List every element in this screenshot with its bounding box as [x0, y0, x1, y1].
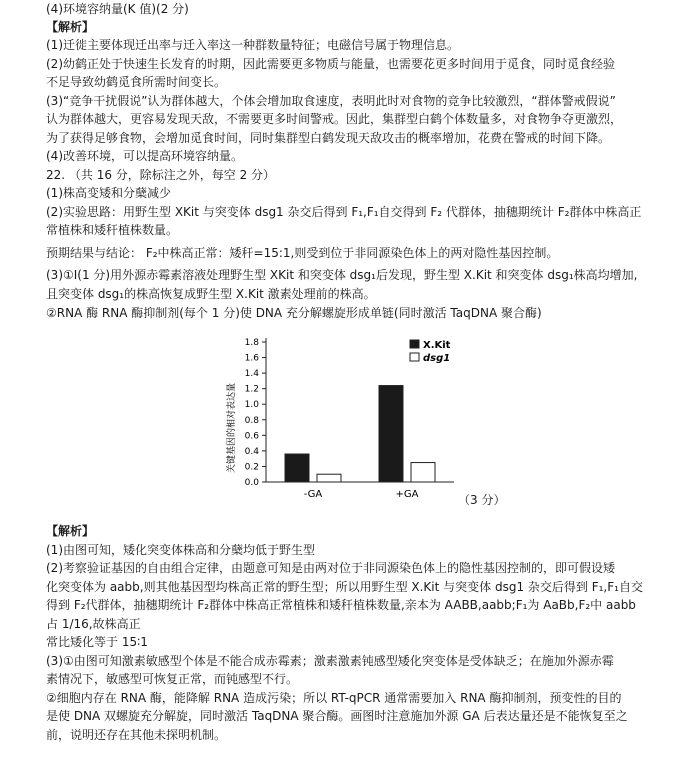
- analysis-line: 是使 DNA 双螺旋充分解旋，同时激活 TaqDNA 聚合酶。画图时注意施加外源 GA 后表达量还是不能恢复至之: [46, 709, 628, 723]
- legend-label: dsg1: [423, 353, 451, 364]
- y-tick-label: 0.6: [244, 431, 259, 442]
- analysis-line: (4)改善环境，可以提高环境容纳量。: [46, 149, 243, 163]
- legend-swatch: [410, 353, 419, 361]
- analysis-line: 认为群体越大，更容易发现天敌，不需要更多时间警戒。因此，集群型白鹤个体数量多，对食物争夺更激烈，: [46, 112, 623, 126]
- analysis-line: 化突变体为 aabb,则其他基因型均株高正常的野生型；所以用野生型 X.Kit 与突变体 dsg1 杂交后得到 F₁,F₁自交: [46, 580, 643, 594]
- bar-xkit-0: [285, 454, 309, 482]
- answer-line: ②RNA 酶 RNA 酶抑制剂(每个 1 分)使 DNA 充分解螺旋形成单链(同时激活 TaqDNA 聚合酶): [46, 306, 542, 320]
- y-tick-label: 0.4: [244, 446, 259, 457]
- y-tick-label: 1.8: [244, 338, 259, 348]
- chart-svg: [222, 332, 522, 510]
- analysis-line: 不足导致幼鹤觅食所需时间变长。: [46, 75, 227, 89]
- answer-line: 且突变体 dsg₁的株高恢复成野生型 X.Kit 激素处理前的株高。: [46, 287, 376, 301]
- y-tick-label: 0.2: [244, 462, 259, 473]
- analysis-line: ②细胞内存在 RNA 酶，能降解 RNA 造成污染；所以 RT-qPCR 通常需要加入 RNA 酶抑制剂，预变性的目的: [46, 691, 622, 705]
- question-22-title: 22. （共 16 分，除标注之外，每空 2 分）: [46, 168, 276, 182]
- x-category-label: +GA: [395, 489, 419, 500]
- analysis-line: (3)①由图可知激素敏感型个体是不能合成赤霉素；激素激素钝感型矮化突变体是受体缺乏；在施加外源赤霉: [46, 654, 614, 668]
- analysis-line: 占 1/16,故株高正: [46, 617, 141, 631]
- legend-swatch: [410, 340, 419, 348]
- answer-line: (2)实验思路：用野生型 XKit 与突变体 dsg1 杂交后得到 F₁,F₁自交得到 F₂ 代群体，抽穗期统计 F₂群体中株高正: [46, 205, 642, 219]
- bar-dsg1-0: [317, 474, 341, 482]
- y-tick-label: 1.2: [244, 384, 259, 395]
- bar-xkit-1: [379, 386, 403, 482]
- analysis-line: 为了获得足够食物，会增加觅食时间，同时集群型白鹤发现天敌攻击的概率增加，花费在警戒的时间下降。: [46, 131, 611, 145]
- expression-bar-chart: [222, 332, 522, 510]
- y-axis-label: 关键基因的相对表达量: [227, 382, 237, 474]
- y-tick-label: 1.0: [244, 400, 259, 411]
- y-tick-label: 0.0: [244, 478, 259, 488]
- y-tick-label: 0.8: [244, 415, 259, 426]
- analysis-line: 得到 F₂代群体，抽穗期统计 F₂群体中株高正常植株和矮秆植株数量,亲本为 AABB,aabb;F₁为 AaBb,F₂中 aabb: [46, 598, 636, 612]
- legend-label: X.Kit: [423, 340, 451, 351]
- analysis-line: (3)“竞争干扰假说”认为群体越大，个体会增加取食速度，表明此时对食物的竞争比较激烈，“群体警戒假说”: [46, 94, 616, 108]
- analysis-heading: 【解析】: [46, 524, 95, 538]
- analysis-line: 素情况下，敏感型可恢复正常，而钝感型不行。: [46, 672, 299, 686]
- analysis-heading: 【解析】: [46, 20, 95, 34]
- y-tick-label: 1.6: [244, 353, 259, 364]
- item-4-answer: (4)环境容纳量(K 值)(2 分): [46, 2, 189, 16]
- analysis-line: (1)由图可知，矮化突变体株高和分蘖均低于野生型: [46, 543, 315, 557]
- analysis-line: (2)幼鹤正处于快速生长发育的时期，因此需要更多物质与能量，也需要花更多时间用于觅食，同时觅食经验: [46, 57, 616, 71]
- bar-dsg1-1: [411, 463, 435, 482]
- analysis-line: (2)考察验证基因的自由组合定律，由题意可知是由两对位于非同源染色体上的隐性基因控制的，即可假设矮: [46, 561, 616, 575]
- y-tick-label: 1.4: [244, 369, 259, 380]
- answer-line: 常植株和矮秆植株数量。: [46, 223, 179, 237]
- x-category-label: -GA: [303, 489, 323, 500]
- analysis-line: 常比矮化等于 15∶1: [46, 635, 148, 649]
- analysis-line: 前，说明还存在其他未探明机制。: [46, 728, 227, 742]
- answer-line: 预期结果与结论： F₂中株高正常：矮秆=15:1,则受到位于非同源染色体上的两对隐性基因控制。: [46, 246, 559, 260]
- answer-line: (3)①I(1 分)用外源赤霉素溶液处理野生型 XKit 和突变体 dsg₁后发现，野生型 X.Kit 和突变体 dsg₁株高均增加,: [46, 268, 638, 282]
- analysis-line: (1)迁徙主要体现迁出率与迁入率这一种群数量特征；电磁信号属于物理信息。: [46, 38, 460, 52]
- answer-line: (1)株高变矮和分蘖减少: [46, 186, 171, 200]
- chart-score: （3 分）: [458, 493, 506, 507]
